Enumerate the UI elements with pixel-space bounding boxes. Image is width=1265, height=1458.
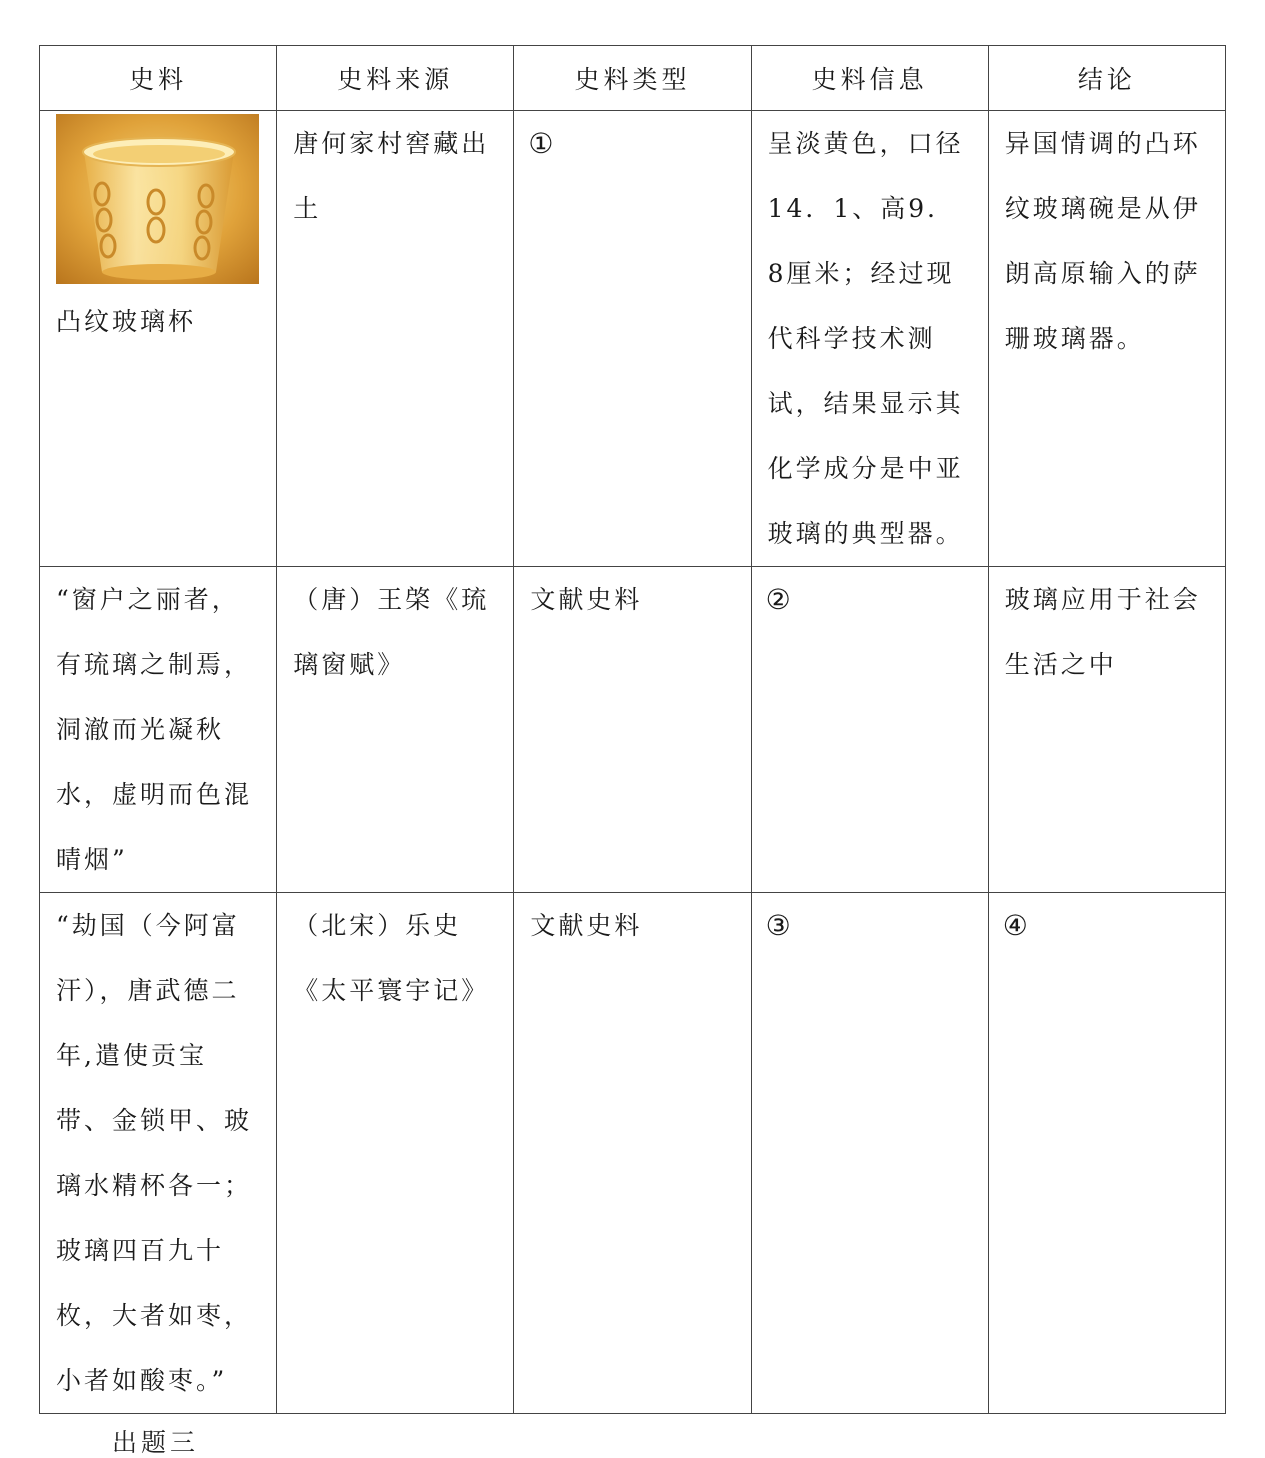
source-cell: （北宋）乐史《太平寰宇记》 bbox=[277, 893, 514, 1414]
type-cell: 文献史料 bbox=[514, 893, 751, 1414]
cut-off-footer-text: 出题三 bbox=[112, 1428, 200, 1457]
info-cell: ② bbox=[751, 567, 988, 893]
conclusion-cell: ④ bbox=[988, 893, 1225, 1414]
conclusion-cell: 异国情调的凸环纹玻璃碗是从伊朗高原输入的萨珊玻璃器。 bbox=[988, 111, 1225, 567]
table-row bbox=[40, 567, 1226, 893]
header-material: 史料 bbox=[40, 46, 277, 111]
type-cell: 文献史料 bbox=[514, 567, 751, 893]
conclusion-cell: 玻璃应用于社会生活之中 bbox=[988, 567, 1225, 893]
cup-caption: 凸纹玻璃杯 bbox=[56, 307, 197, 336]
source-analysis-table bbox=[39, 45, 1226, 1414]
table-row bbox=[40, 893, 1226, 1414]
source-cell: 唐何家村窖藏出土 bbox=[277, 111, 514, 567]
info-cell: 呈淡黄色，口径14．1、高9．8厘米；经过现代科学技术测试，结果显示其化学成分是中亚玻璃的典型器。 bbox=[751, 111, 988, 567]
material-cell: “窗户之丽者，有琉璃之制焉，洞澈而光凝秋水，虚明而色混晴烟” bbox=[40, 567, 277, 893]
header-info: 史料信息 bbox=[751, 46, 988, 111]
material-cell: “劫国（今阿富汗），唐武德二年,遣使贡宝带、金锁甲、玻璃水精杯各一；玻璃四百九十枚，大者如枣，小者如酸枣。” bbox=[40, 893, 277, 1414]
table-row bbox=[40, 111, 1226, 567]
info-cell: ③ bbox=[751, 893, 988, 1414]
material-cell bbox=[40, 111, 277, 567]
glass-cup-photo bbox=[56, 114, 259, 284]
type-cell: ① bbox=[514, 111, 751, 567]
header-row bbox=[40, 46, 1226, 111]
source-cell: （唐）王棨《琉璃窗赋》 bbox=[277, 567, 514, 893]
header-type: 史料类型 bbox=[514, 46, 751, 111]
header-source: 史料来源 bbox=[277, 46, 514, 111]
header-conclusion: 结论 bbox=[988, 46, 1225, 111]
